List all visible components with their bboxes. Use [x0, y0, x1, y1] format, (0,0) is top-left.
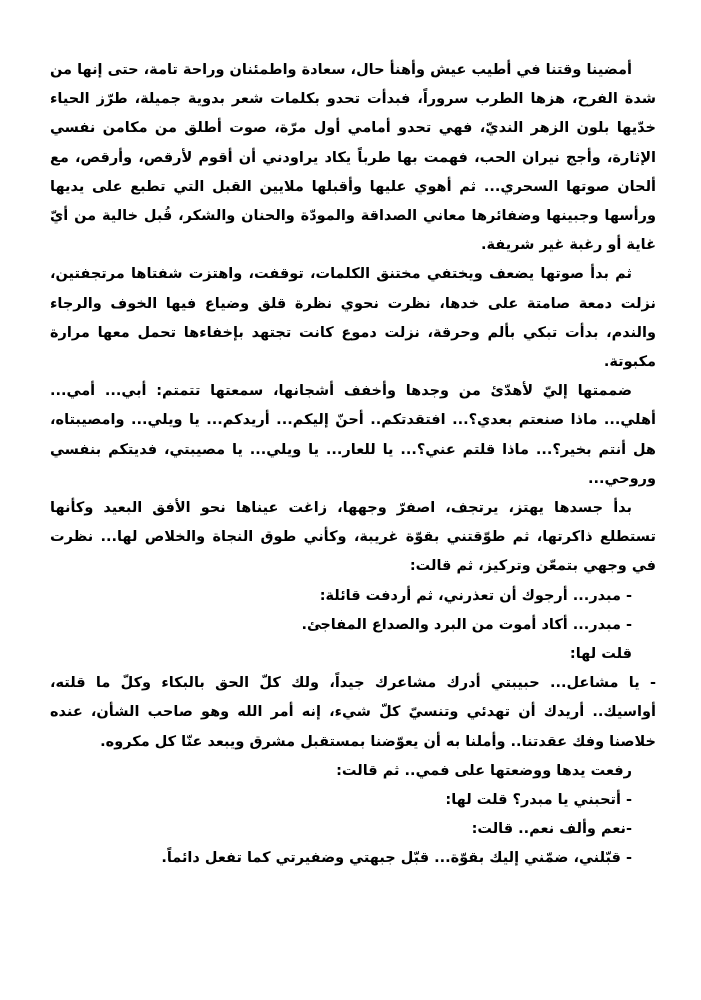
dialogue-line: رفعت يدها ووضعتها على فمي.. ثم قالت:	[336, 762, 632, 779]
dialogue-line: - قبّلني، ضمّني إليك بقوّة... قبّل جبهتي وضفيرتي كما تفعل دائماً.	[161, 850, 632, 867]
said-to-her-line: قلت لها:	[569, 646, 632, 663]
dialogue-line: - مبدر... أرجوك أن تعذرني، ثم أردفت قائلة:	[319, 587, 632, 604]
paragraph-1: أمضينا وقتنا في أطيب عيش وأهنأ حال، سعادة واطمئنان وراحة تامة، حتى إنها من شدة الفرح، هزها الطرب سروراً، فبدأت تحدو بكلمات شعر بدوية جميلة، طرّز الحياء خدّيها بلون الزهر النديّ، فهي تحدو أمامي أول مرّة، صوت أطلق من مكامن نفسي الإثارة، وأجج نيران الحب، فهمت بها طرباً يكاد يراودني أن أقوم لأرقص، وأرقص، مع ألحان صوتها السحري... ثم أهوي عليها وأقبلها ملايين القبل التي تطبع على يديها ورأسها وجبينها وضفائرها معاني الصداقة والمودّة والحنان والشكر، قُبل خالية من أيّ غاية أو رغبة غير شريفة.	[50, 62, 656, 254]
dialogue-line: -نعم وألف نعم.. قالت:	[471, 821, 632, 838]
dialogue-line: - أتحبني يا مبدر؟ قلت لها:	[445, 792, 632, 809]
dialogue-line: - مبدر... أكاد أموت من البرد والصداع المفاجئ.	[301, 616, 632, 633]
paragraph-2: ثم بدأ صوتها يضعف ويختفي مختنق الكلمات، توقفت، واهتزت شفتاها مرتجفتين، نزلت دمعة صامتة على خدها، نظرت نحوي نظرة قلق وضياع فيها الخوف والرجاء والندم، بدأت تبكي بألم وحرقة، نزلت دموع كانت تجتهد بإخفاءها تحمل معها مرارة مكبوتة.	[50, 266, 656, 371]
reply-paragraph: - يا مشاعل... حبيبتي أدرك مشاعرك جيداً، ولك كلّ الحق بالبكاء وكلّ ما قلته، أواسيك.. أريدك أن تهدئي وتنسيّ كلّ شيء، إنه أمر الله وهو صاحب الشأن، عنده خلاصنا وفك عقدتنا.. وأملنا به أن يعوّضنا بمستقبل مشرق ويبعد عنّا كل مكروه.	[50, 675, 656, 750]
paragraph-4: بدأ جسدها يهتز، يرتجف، اصفرّ وجهها، زاغت عيناها نحو الأفق البعيد وكأنها تستطلع ذاكرتها، ثم طوّقتني بقوّة غريبة، وكأني طوق النجاة والخلاص لها... نظرت في وجهي بتمعّن وتركيز، ثم قالت:	[50, 500, 656, 575]
paragraph-3: ضممتها إليّ لأهدّئ من وجدها وأخفف أشجانها، سمعتها تتمتم: أبي... أمي... أهلي... ماذا صنعتم بعدي؟... افتقدتكم.. أحنّ إليكم... أريدكم... يا ويلي... وامصيبتاه، هل أنتم بخير؟... ماذا قلتم عني؟... يا للعار... يا ويلي... يا مصيبتي، فديتكم بنفسي وروحي...	[50, 383, 656, 487]
